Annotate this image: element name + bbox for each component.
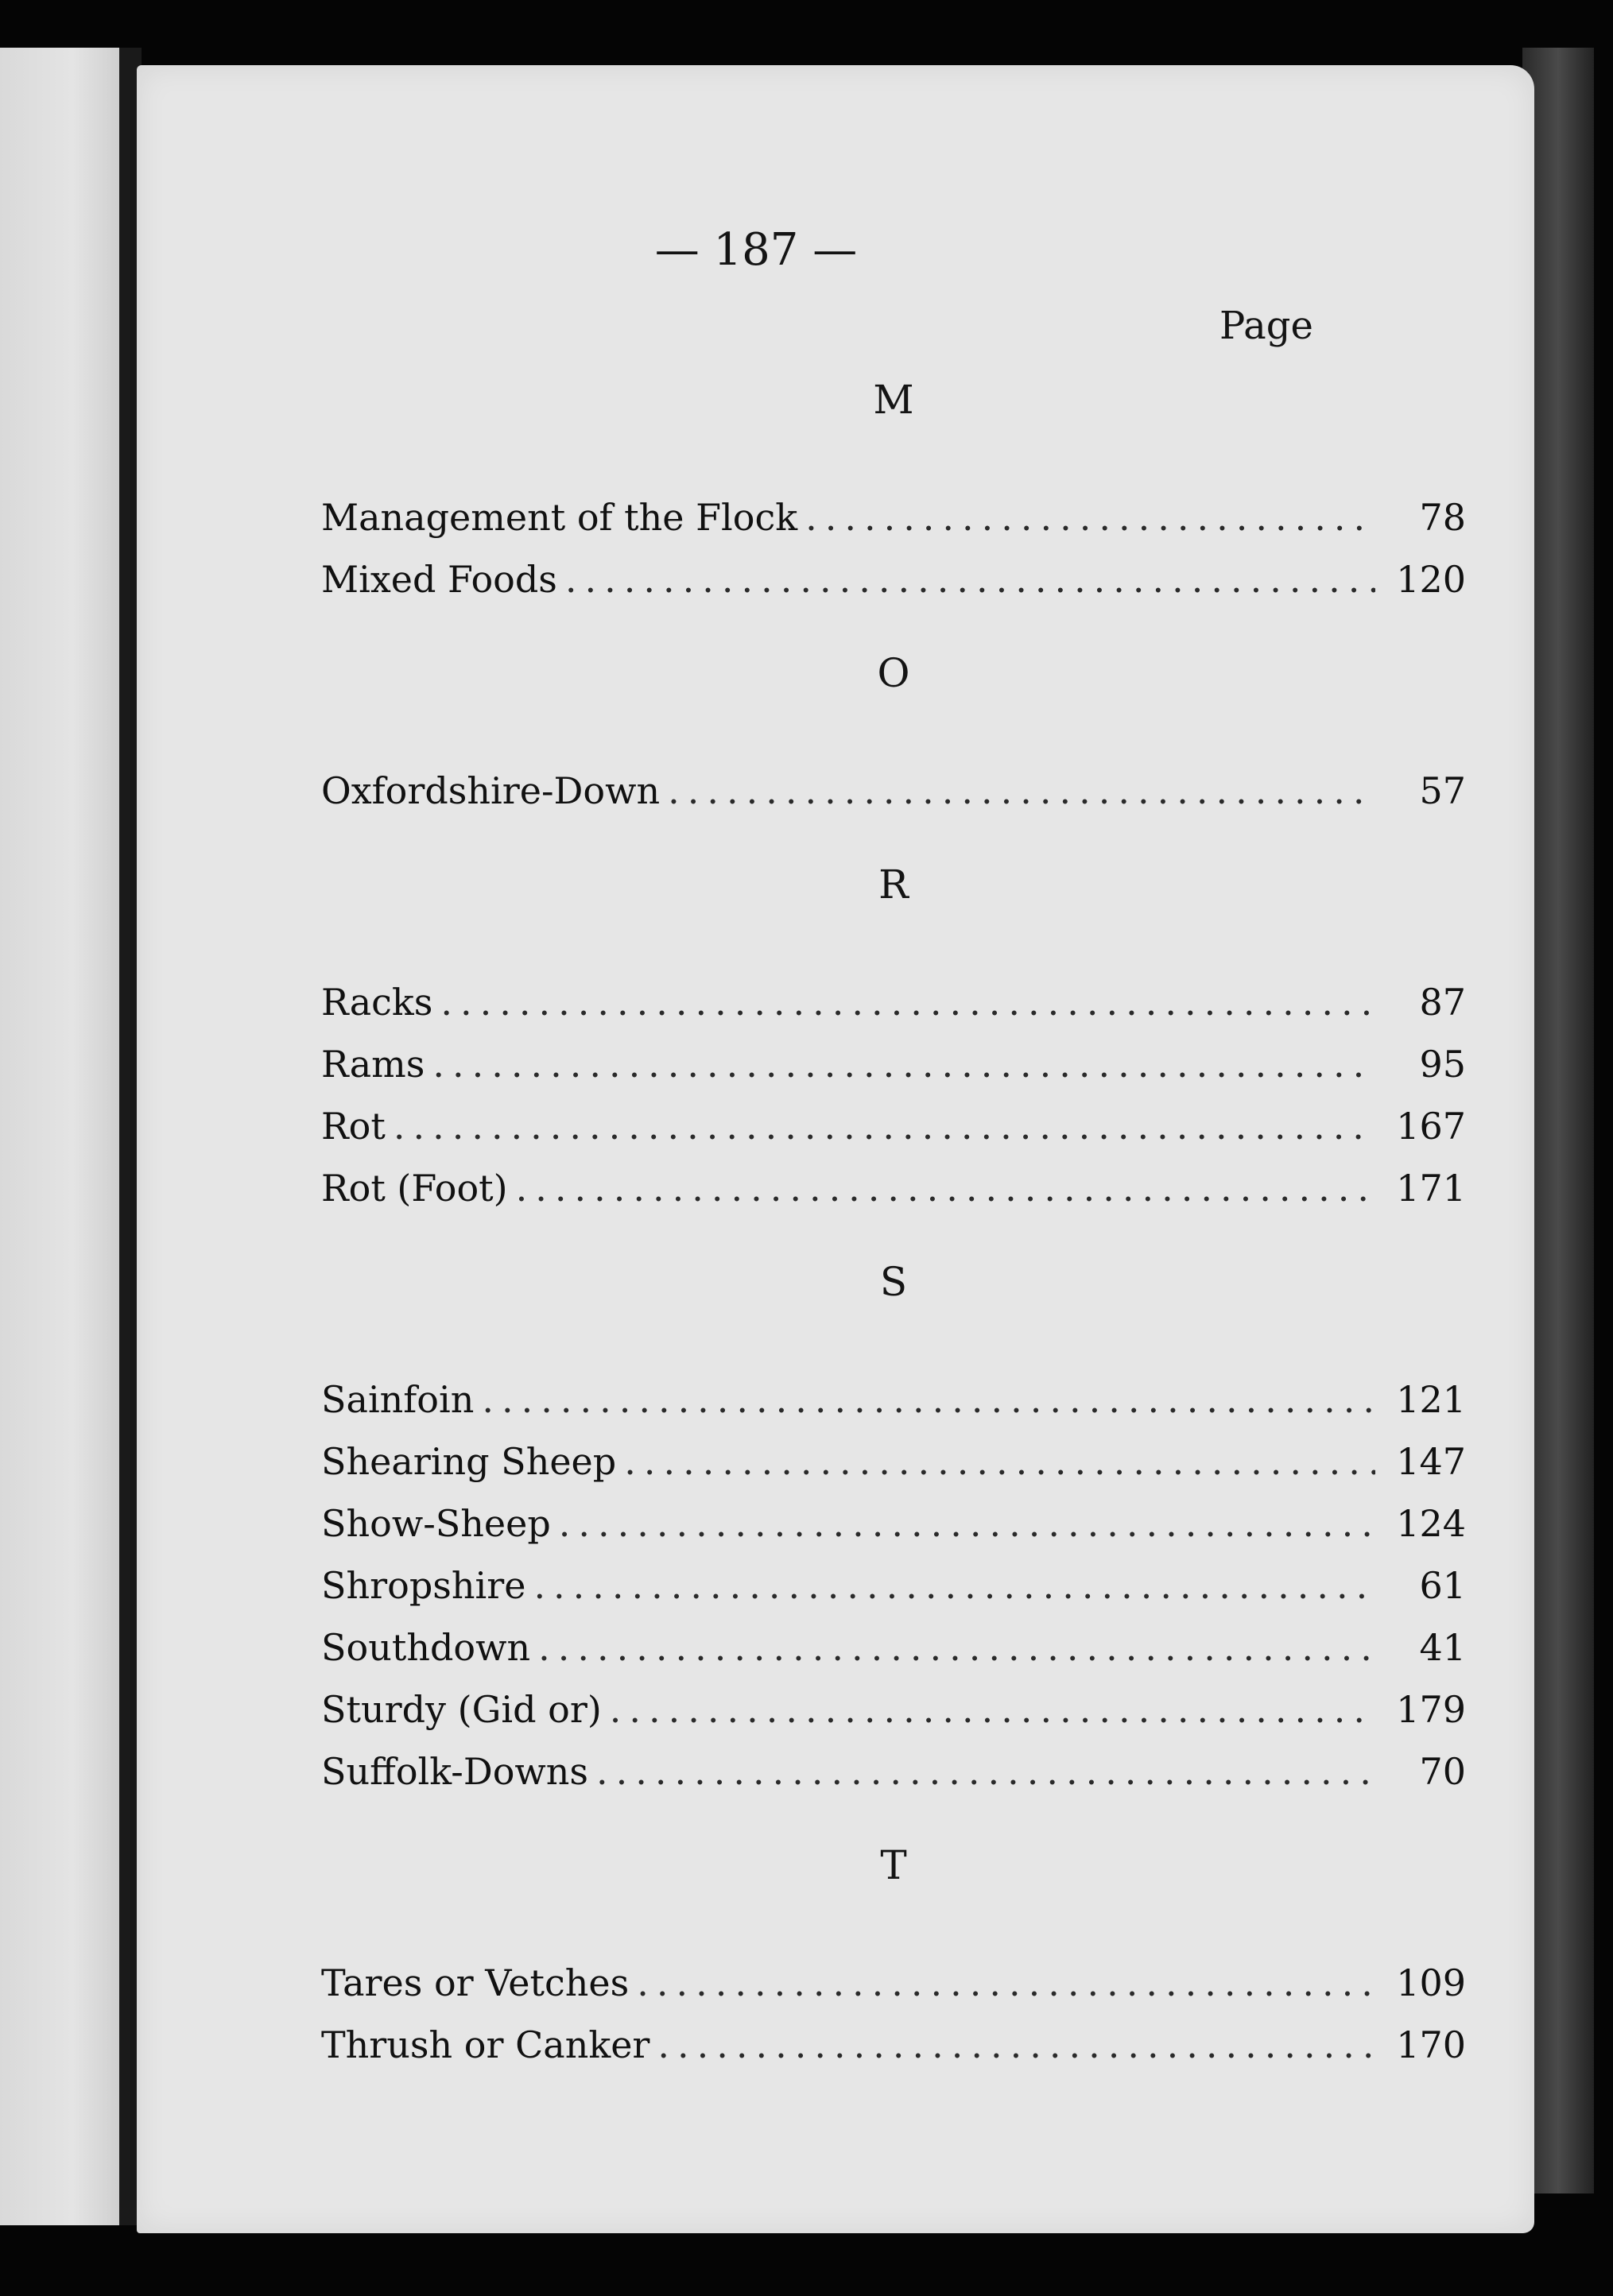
entry-title: Sainfoin	[321, 1378, 475, 1421]
dot-leader	[668, 760, 1375, 822]
index-entry	[321, 1095, 1466, 1157]
section-spacer	[321, 822, 1466, 852]
entry-page-number: 61	[1419, 1564, 1466, 1607]
section-spacer	[321, 917, 1466, 971]
index-entry	[321, 1740, 1466, 1802]
entry-title: Racks	[321, 981, 433, 1024]
entry-title: Rot (Foot)	[321, 1167, 508, 1210]
entry-title: Mixed Foods	[321, 558, 557, 601]
page-column-label: Page	[1219, 304, 1313, 348]
entry-title: Southdown	[321, 1626, 531, 1669]
dot-leader	[482, 1369, 1375, 1431]
dot-leader	[394, 1095, 1375, 1157]
entry-page-number: 124	[1396, 1502, 1466, 1545]
entry-title: Shearing Sheep	[321, 1440, 617, 1483]
index-list	[321, 367, 1466, 2076]
section-spacer	[321, 1219, 1466, 1249]
entry-title: Management of the Flock	[321, 496, 798, 539]
index-entry	[321, 1678, 1466, 1740]
dot-leader	[432, 1033, 1375, 1095]
dot-leader	[533, 1555, 1375, 1616]
index-entry	[321, 1369, 1466, 1431]
index-entry	[321, 1157, 1466, 1219]
dot-leader	[440, 971, 1375, 1033]
section-spacer	[321, 706, 1466, 760]
entry-page-number: 109	[1396, 1961, 1466, 2004]
index-entry	[321, 1033, 1466, 1095]
entry-title: Shropshire	[321, 1564, 526, 1607]
entry-page-number: 70	[1419, 1750, 1466, 1793]
section-spacer	[321, 432, 1466, 486]
index-entry	[321, 1952, 1466, 2014]
entry-title: Rams	[321, 1043, 425, 1086]
entry-page-number: 121	[1396, 1378, 1466, 1421]
index-entry	[321, 1555, 1466, 1616]
index-entry	[321, 1431, 1466, 1493]
dot-leader	[637, 1952, 1375, 2014]
index-entry	[321, 548, 1466, 610]
dot-leader	[516, 1157, 1375, 1219]
entry-title: Sturdy (Gid or)	[321, 1688, 602, 1731]
entry-title: Oxfordshire-Down	[321, 769, 661, 812]
entry-page-number: 179	[1396, 1688, 1466, 1731]
dot-leader	[596, 1740, 1375, 1802]
section-letter: M	[873, 377, 914, 423]
entry-page-number: 167	[1396, 1105, 1466, 1148]
entry-page-number: 41	[1419, 1626, 1466, 1669]
index-entry	[321, 1616, 1466, 1678]
dot-leader	[565, 548, 1375, 610]
section-spacer	[321, 1802, 1466, 1833]
index-entry	[321, 2014, 1466, 2076]
section-spacer	[321, 1898, 1466, 1952]
dot-leader	[657, 2014, 1375, 2076]
dot-leader	[624, 1431, 1375, 1493]
section-spacer	[321, 610, 1466, 641]
entry-title: Show-Sheep	[321, 1502, 551, 1545]
entry-title: Suffolk-Downs	[321, 1750, 589, 1793]
entry-page-number: 147	[1396, 1440, 1466, 1483]
entry-title: Rot	[321, 1105, 386, 1148]
index-entry	[321, 1493, 1466, 1555]
entry-page-number: 78	[1419, 496, 1466, 539]
index-entry	[321, 486, 1466, 548]
left-page-edge	[0, 48, 121, 2225]
dot-leader	[559, 1493, 1375, 1555]
section-letter: R	[878, 861, 909, 908]
dot-leader	[538, 1616, 1375, 1678]
section-spacer	[321, 1314, 1466, 1369]
section-letter: O	[877, 650, 910, 696]
page-number: — 187 —	[654, 224, 858, 276]
index-entry	[321, 760, 1466, 822]
entry-page-number: 170	[1396, 2023, 1466, 2066]
dot-leader	[610, 1678, 1375, 1740]
section-letter: T	[880, 1842, 907, 1888]
entry-page-number: 95	[1419, 1043, 1466, 1086]
index-page	[137, 65, 1534, 2233]
entry-page-number: 120	[1396, 558, 1466, 601]
entry-title: Tares or Vetches	[321, 1961, 630, 2004]
entry-page-number: 57	[1419, 769, 1466, 812]
dot-leader	[805, 486, 1375, 548]
index-entry	[321, 971, 1466, 1033]
entry-title: Thrush or Canker	[321, 2023, 650, 2066]
section-letter: S	[879, 1259, 908, 1305]
entry-page-number: 87	[1419, 981, 1466, 1024]
entry-page-number: 171	[1396, 1167, 1466, 1210]
